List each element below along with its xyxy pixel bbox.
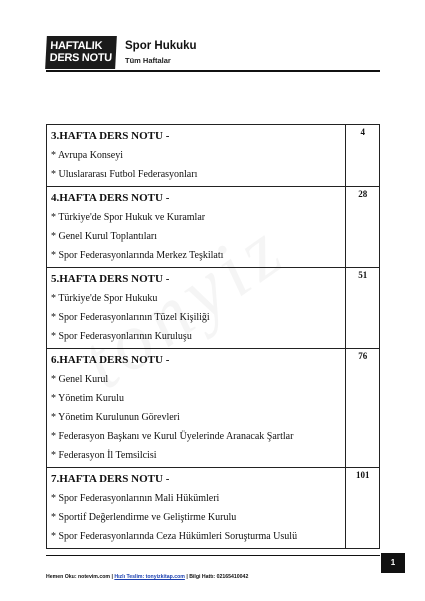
footer-divider [46,555,380,556]
toc-topic-item: * Sportif Değerlendirme ve Geliştirme Kurulu [51,512,237,523]
badge-line-2: DERS NOTU [49,52,113,64]
footer-phone: Bilgi Hattı: 02165410042 [189,574,249,580]
toc-section-title: 5.HAFTA DERS NOTU - [51,273,170,285]
footer-separator: | [184,574,190,580]
toc-section-content [47,268,346,349]
toc-topic-item: * Yönetim Kurulu [51,393,124,404]
toc-page-number: 4 [346,125,380,187]
toc-topic-item: * Yönetim Kurulunun Görevleri [51,412,180,423]
page-number: 1 [381,553,405,573]
toc-topic-item: * Spor Federasyonlarında Merkez Teşkilatı [51,250,224,261]
toc-page-number: 101 [346,468,380,549]
badge-line-1: HAFTALIK [50,40,103,52]
toc-topic-item: * Spor Federasyonlarının Kuruluşu [51,331,192,342]
toc-row [47,268,380,349]
document-title: Spor Hukuku [125,40,197,52]
toc-topic-item: * Spor Federasyonlarının Mali Hükümleri [51,493,220,504]
header-badge [45,36,117,69]
toc-section-title: 6.HAFTA DERS NOTU - [51,354,170,366]
footer-read-online: Hemen Oku: notevim.com [46,574,110,580]
toc-page-number: 76 [346,349,380,468]
toc-section-content [47,349,346,468]
toc-topic-item: * Avrupa Konseyi [51,150,124,161]
toc-row [47,125,380,187]
footer-delivery-link[interactable]: Hızlı Teslim: tonyizkitap.com [114,574,185,580]
toc-section-content [47,468,346,549]
toc-topic-item: * Spor Federasyonlarında Ceza Hükümleri Soruşturma Usulü [51,531,298,542]
toc-section-title: 7.HAFTA DERS NOTU - [51,473,170,485]
footer-info [46,574,248,580]
toc-topic-item: * Federasyon Başkanı ve Kurul Üyelerinde Aranacak Şartlar [51,431,294,442]
toc-topic-item: * Federasyon İl Temsilcisi [51,450,157,461]
toc-row [47,187,380,268]
toc-section-title: 4.HAFTA DERS NOTU - [51,192,170,204]
footer-separator: | [110,574,115,580]
toc-row [47,349,380,468]
toc-section-title: 3.HAFTA DERS NOTU - [51,130,170,142]
toc-topic-item: * Türkiye'de Spor Hukuk ve Kuramlar [51,212,206,223]
toc-page-number: 28 [346,187,380,268]
toc-topic-item: * Spor Federasyonlarının Tüzel Kişiliği [51,312,210,323]
table-of-contents [46,124,380,549]
toc-topic-item: * Uluslararası Futbol Federasyonları [51,169,198,180]
toc-section-content [47,187,346,268]
header-divider [46,70,380,72]
toc-section-content [47,125,346,187]
toc-topic-item: * Genel Kurul Toplantıları [51,231,158,242]
document-subtitle: Tüm Haftalar [125,56,171,65]
toc-page-number: 51 [346,268,380,349]
toc-row [47,468,380,549]
toc-topic-item: * Türkiye'de Spor Hukuku [51,293,158,304]
toc-topic-item: * Genel Kurul [51,374,109,385]
